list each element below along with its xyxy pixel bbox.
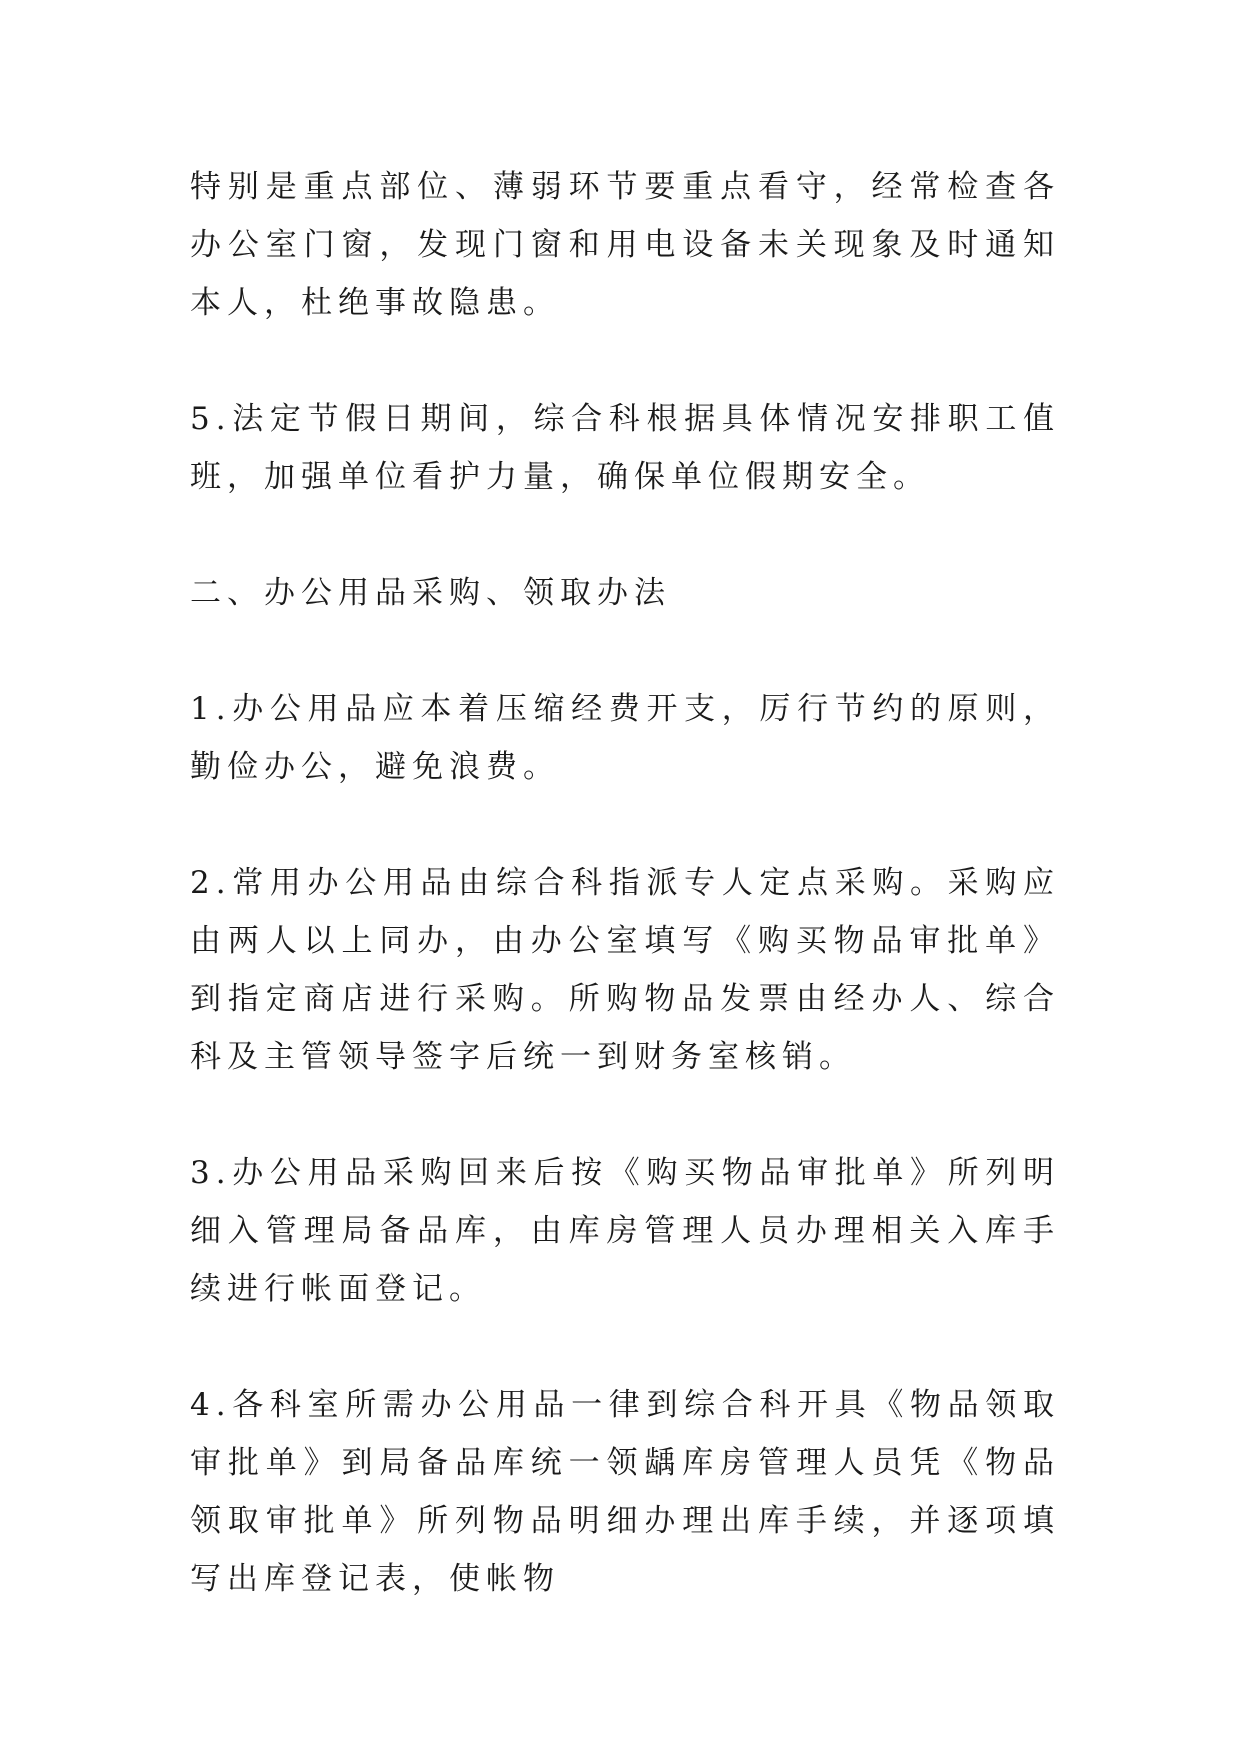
paragraph-spacer xyxy=(190,506,1060,564)
paragraph-item-3: 3.办公用品采购回来后按《购买物品审批单》所列明细入管理局备品库，由库房管理人员办理相关入库手续进行帐面登记。 xyxy=(190,1155,1060,1307)
paragraph-item-4: 4.各科室所需办公用品一律到综合科开具《物品领取审批单》到局备品库统一领龋库房管理人员凭《物品领取审批单》所列物品明细办理出库手续，并逐项填写出库登记表，使帐物 xyxy=(190,1387,1060,1597)
paragraph-holiday-duty: 5.法定节假日期间，综合科根据具体情况安排职工值班，加强单位看护力量，确保单位假期安全。 xyxy=(190,401,1060,495)
section-heading-office-supplies: 二、办公用品采购、领取办法 xyxy=(190,575,671,611)
paragraph-spacer xyxy=(190,796,1060,854)
paragraph-security-inspection: 特别是重点部位、薄弱环节要重点看守，经常检查各办公室门窗，发现门窗和用电设备未关现象及时通知本人，杜绝事故隐患。 xyxy=(190,169,1060,321)
paragraph-spacer xyxy=(190,1086,1060,1144)
paragraph-item-2: 2.常用办公用品由综合科指派专人定点采购。采购应由两人以上同办，由办公室填写《购买物品审批单》到指定商店进行采购。所购物品发票由经办人、综合科及主管领导签字后统一到财务室核销。 xyxy=(190,865,1060,1075)
paragraph-spacer xyxy=(190,622,1060,680)
paragraph-spacer xyxy=(190,332,1060,390)
document-body xyxy=(190,158,1060,1608)
paragraph-spacer xyxy=(190,1318,1060,1376)
paragraph-item-1: 1.办公用品应本着压缩经费开支，厉行节约的原则，勤俭办公，避免浪费。 xyxy=(190,691,1060,785)
